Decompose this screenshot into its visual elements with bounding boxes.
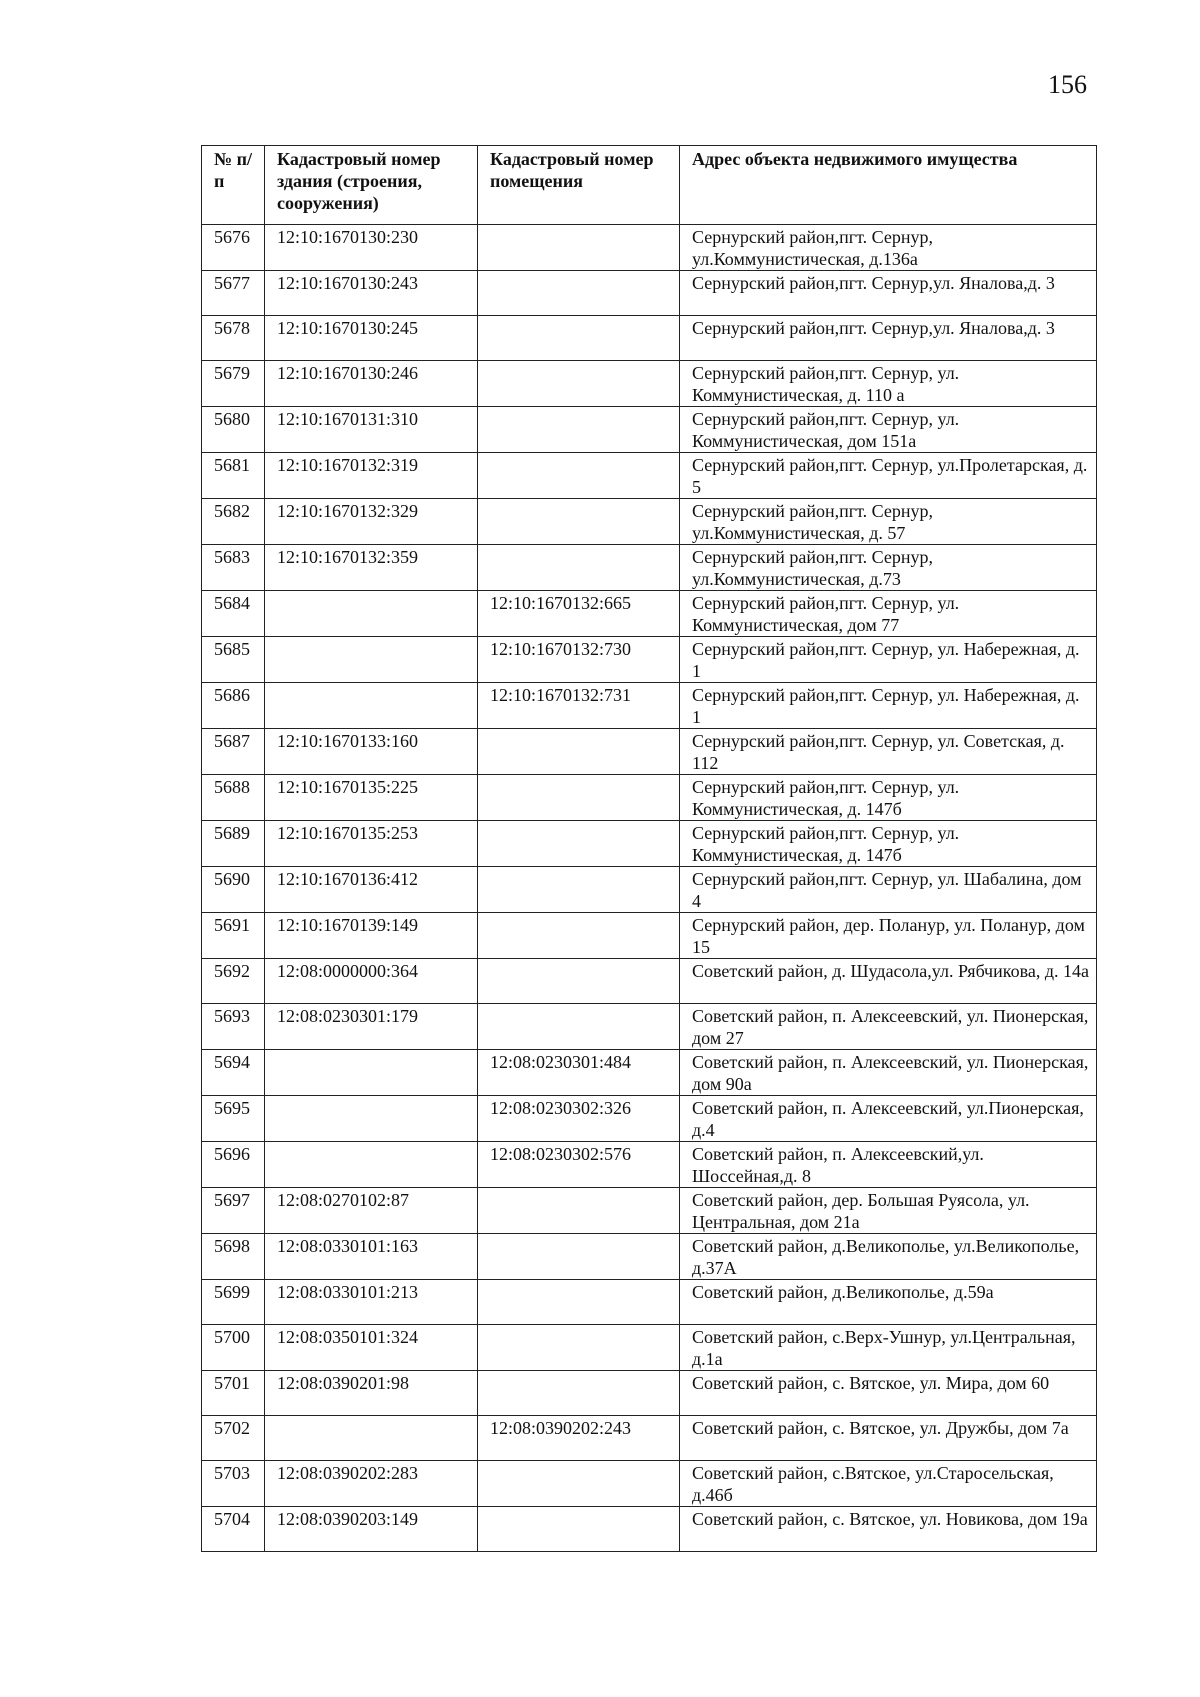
cell-address: Сернурский район,пгт. Сернур, ул.Коммунистическая, д.73: [680, 545, 1097, 591]
cell-address: Сернурский район,пгт. Сернур, ул. Набережная, д. 1: [680, 683, 1097, 729]
cell-building-cadastral: 12:08:0350101:324: [265, 1325, 478, 1371]
table-row: [202, 591, 1097, 637]
cell-building-cadastral: [265, 1142, 478, 1188]
cell-address: Сернурский район,пгт. Сернур, ул. Коммунистическая, дом 151а: [680, 407, 1097, 453]
cell-num: 5680: [202, 407, 265, 453]
cell-room-cadastral: [478, 316, 680, 361]
cell-address: Советский район, д.Великополье, д.59а: [680, 1280, 1097, 1325]
cell-room-cadastral: [478, 225, 680, 271]
cell-num: 5688: [202, 775, 265, 821]
cell-address: Советский район, с. Вятское, ул. Мира, дом 60: [680, 1371, 1097, 1416]
cell-building-cadastral: 12:10:1670130:245: [265, 316, 478, 361]
cell-num: 5691: [202, 913, 265, 959]
cell-building-cadastral: 12:10:1670136:412: [265, 867, 478, 913]
cell-room-cadastral: [478, 821, 680, 867]
cell-room-cadastral: 12:10:1670132:665: [478, 591, 680, 637]
cell-building-cadastral: 12:08:0270102:87: [265, 1188, 478, 1234]
cell-address: Советский район, с. Вятское, ул. Новикова, дом 19а: [680, 1507, 1097, 1552]
table-row: [202, 959, 1097, 1004]
cell-building-cadastral: 12:10:1670130:230: [265, 225, 478, 271]
cell-num: 5697: [202, 1188, 265, 1234]
cell-address: Советский район, п. Алексеевский, ул. Пионерская, дом 27: [680, 1004, 1097, 1050]
table-row: [202, 499, 1097, 545]
cell-building-cadastral: [265, 1416, 478, 1461]
table-row: [202, 867, 1097, 913]
cell-building-cadastral: 12:08:0330101:163: [265, 1234, 478, 1280]
table-row: [202, 1096, 1097, 1142]
cell-building-cadastral: [265, 637, 478, 683]
cell-room-cadastral: [478, 453, 680, 499]
cell-building-cadastral: 12:10:1670130:246: [265, 361, 478, 407]
table-row: [202, 361, 1097, 407]
cell-room-cadastral: [478, 361, 680, 407]
cell-num: 5685: [202, 637, 265, 683]
cell-address: Советский район, д.Великополье, ул.Великополье, д.37А: [680, 1234, 1097, 1280]
cell-building-cadastral: 12:10:1670135:253: [265, 821, 478, 867]
cell-address: Сернурский район,пгт. Сернур, ул.Пролетарская, д. 5: [680, 453, 1097, 499]
cell-building-cadastral: 12:10:1670139:149: [265, 913, 478, 959]
table-row: [202, 821, 1097, 867]
cell-address: Советский район, с.Вятское, ул.Старосельская, д.46б: [680, 1461, 1097, 1507]
table-row: [202, 1325, 1097, 1371]
cell-address: Сернурский район,пгт. Сернур, ул. Коммунистическая, д. 147б: [680, 821, 1097, 867]
cell-num: 5683: [202, 545, 265, 591]
cell-building-cadastral: [265, 683, 478, 729]
cell-address: Советский район, п. Алексеевский, ул.Пионерская, д.4: [680, 1096, 1097, 1142]
cell-room-cadastral: [478, 1280, 680, 1325]
property-registry-table: [201, 145, 1097, 1552]
cell-building-cadastral: 12:08:0390201:98: [265, 1371, 478, 1416]
table-row: [202, 1416, 1097, 1461]
cell-num: 5696: [202, 1142, 265, 1188]
table-row: [202, 1234, 1097, 1280]
cell-address: Советский район, п. Алексеевский, ул. Пионерская, дом 90а: [680, 1050, 1097, 1096]
page-number: 156: [1048, 70, 1087, 99]
table-header-row: [202, 146, 1097, 225]
cell-num: 5694: [202, 1050, 265, 1096]
cell-room-cadastral: [478, 1004, 680, 1050]
cell-room-cadastral: [478, 775, 680, 821]
cell-address: Советский район, п. Алексеевский,ул. Шоссейная,д. 8: [680, 1142, 1097, 1188]
cell-address: Советский район, с. Вятское, ул. Дружбы, дом 7а: [680, 1416, 1097, 1461]
cell-num: 5700: [202, 1325, 265, 1371]
cell-num: 5698: [202, 1234, 265, 1280]
cell-room-cadastral: [478, 1234, 680, 1280]
cell-room-cadastral: [478, 959, 680, 1004]
table-body: [202, 225, 1097, 1552]
cell-num: 5692: [202, 959, 265, 1004]
cell-address: Сернурский район,пгт. Сернур, ул. Коммунистическая, дом 77: [680, 591, 1097, 637]
cell-room-cadastral: [478, 729, 680, 775]
cell-address: Советский район, дер. Большая Руясола, ул. Центральная, дом 21а: [680, 1188, 1097, 1234]
table-row: [202, 1280, 1097, 1325]
cell-building-cadastral: 12:08:0000000:364: [265, 959, 478, 1004]
cell-address: Сернурский район,пгт. Сернур, ул.Коммунистическая, д. 57: [680, 499, 1097, 545]
cell-building-cadastral: 12:10:1670135:225: [265, 775, 478, 821]
cell-num: 5695: [202, 1096, 265, 1142]
cell-num: 5701: [202, 1371, 265, 1416]
cell-room-cadastral: 12:08:0390202:243: [478, 1416, 680, 1461]
header-room-cadastral: Кадастровый номер помещения: [478, 146, 680, 225]
cell-building-cadastral: 12:10:1670132:319: [265, 453, 478, 499]
cell-building-cadastral: 12:10:1670131:310: [265, 407, 478, 453]
cell-building-cadastral: [265, 1050, 478, 1096]
cell-room-cadastral: [478, 1461, 680, 1507]
header-address: Адрес объекта недвижимого имущества: [680, 146, 1097, 225]
cell-room-cadastral: [478, 407, 680, 453]
table-row: [202, 316, 1097, 361]
header-building-cadastral: Кадастровый номер здания (строения, сооружения): [265, 146, 478, 225]
cell-num: 5682: [202, 499, 265, 545]
cell-num: 5703: [202, 1461, 265, 1507]
cell-room-cadastral: [478, 271, 680, 316]
cell-building-cadastral: 12:10:1670132:329: [265, 499, 478, 545]
table-row: [202, 637, 1097, 683]
cell-room-cadastral: [478, 913, 680, 959]
cell-num: 5687: [202, 729, 265, 775]
cell-room-cadastral: 12:08:0230302:326: [478, 1096, 680, 1142]
table-row: [202, 1142, 1097, 1188]
cell-address: Советский район, с.Верх-Ушнур, ул.Центральная, д.1а: [680, 1325, 1097, 1371]
cell-building-cadastral: 12:10:1670132:359: [265, 545, 478, 591]
cell-num: 5677: [202, 271, 265, 316]
cell-room-cadastral: [478, 1507, 680, 1552]
cell-num: 5702: [202, 1416, 265, 1461]
cell-address: Сернурский район,пгт. Сернур,ул. Яналова,д. 3: [680, 271, 1097, 316]
table-row: [202, 1371, 1097, 1416]
table-row: [202, 775, 1097, 821]
cell-num: 5679: [202, 361, 265, 407]
cell-building-cadastral: 12:08:0390202:283: [265, 1461, 478, 1507]
cell-address: Сернурский район, дер. Поланур, ул. Поланур, дом 15: [680, 913, 1097, 959]
table-row: [202, 1507, 1097, 1552]
cell-num: 5690: [202, 867, 265, 913]
cell-num: 5704: [202, 1507, 265, 1552]
table-row: [202, 683, 1097, 729]
cell-room-cadastral: 12:10:1670132:731: [478, 683, 680, 729]
table-row: [202, 453, 1097, 499]
cell-building-cadastral: 12:08:0390203:149: [265, 1507, 478, 1552]
table-row: [202, 1004, 1097, 1050]
cell-building-cadastral: 12:10:1670130:243: [265, 271, 478, 316]
cell-room-cadastral: 12:08:0230302:576: [478, 1142, 680, 1188]
cell-address: Сернурский район,пгт. Сернур, ул. Советская, д. 112: [680, 729, 1097, 775]
cell-building-cadastral: [265, 591, 478, 637]
cell-address: Советский район, д. Шудасола,ул. Рябчикова, д. 14а: [680, 959, 1097, 1004]
cell-room-cadastral: [478, 1371, 680, 1416]
cell-num: 5676: [202, 225, 265, 271]
cell-address: Сернурский район,пгт. Сернур, ул. Коммунистическая, д. 110 а: [680, 361, 1097, 407]
cell-room-cadastral: [478, 867, 680, 913]
cell-address: Сернурский район,пгт. Сернур, ул.Коммунистическая, д.136а: [680, 225, 1097, 271]
cell-num: 5689: [202, 821, 265, 867]
cell-room-cadastral: [478, 1188, 680, 1234]
table-row: [202, 271, 1097, 316]
cell-address: Сернурский район,пгт. Сернур,ул. Яналова,д. 3: [680, 316, 1097, 361]
table-row: [202, 729, 1097, 775]
cell-address: Сернурский район,пгт. Сернур, ул. Коммунистическая, д. 147б: [680, 775, 1097, 821]
cell-building-cadastral: 12:08:0230301:179: [265, 1004, 478, 1050]
cell-num: 5686: [202, 683, 265, 729]
table-row: [202, 407, 1097, 453]
table-row: [202, 913, 1097, 959]
cell-address: Сернурский район,пгт. Сернур, ул. Шабалина, дом 4: [680, 867, 1097, 913]
cell-num: 5699: [202, 1280, 265, 1325]
cell-num: 5693: [202, 1004, 265, 1050]
cell-room-cadastral: 12:10:1670132:730: [478, 637, 680, 683]
cell-num: 5681: [202, 453, 265, 499]
table-row: [202, 1050, 1097, 1096]
cell-building-cadastral: 12:08:0330101:213: [265, 1280, 478, 1325]
cell-building-cadastral: 12:10:1670133:160: [265, 729, 478, 775]
table-row: [202, 225, 1097, 271]
cell-room-cadastral: [478, 499, 680, 545]
cell-building-cadastral: [265, 1096, 478, 1142]
cell-room-cadastral: [478, 545, 680, 591]
cell-num: 5684: [202, 591, 265, 637]
cell-address: Сернурский район,пгт. Сернур, ул. Набережная, д. 1: [680, 637, 1097, 683]
table-row: [202, 1461, 1097, 1507]
cell-room-cadastral: 12:08:0230301:484: [478, 1050, 680, 1096]
cell-room-cadastral: [478, 1325, 680, 1371]
table-row: [202, 545, 1097, 591]
table-row: [202, 1188, 1097, 1234]
header-num: № п/п: [202, 146, 265, 225]
cell-num: 5678: [202, 316, 265, 361]
